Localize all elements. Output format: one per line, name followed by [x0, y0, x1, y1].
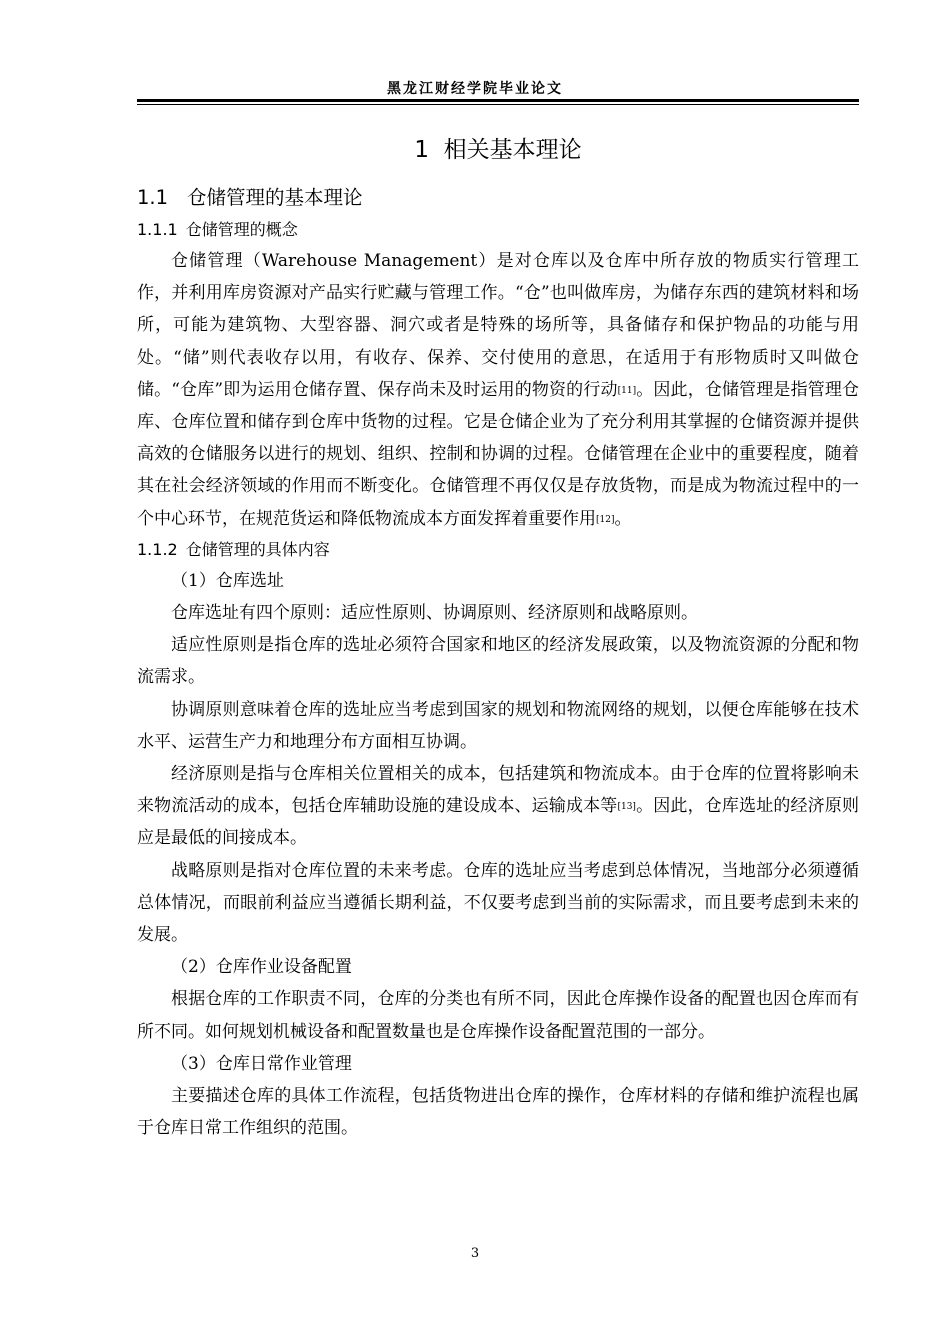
- subsection-number: 1.1.1: [137, 220, 178, 239]
- page-body: [137, 120, 859, 1144]
- section-title: 仓储管理的基本理论: [187, 186, 363, 209]
- section-heading-1-1: [137, 183, 859, 213]
- citation-12: [12]: [596, 514, 615, 525]
- paragraph-text: 。: [614, 508, 632, 529]
- subsection-heading-1-1-2: [137, 535, 859, 565]
- paragraph-coordination: 协调原则意味着仓库的选址应当考虑到国家的规划和物流网络的规划，以便仓库能够在技术水平、运营生产力和地理分布方面相互协调。: [137, 699, 859, 752]
- page-number: 3: [470, 1246, 480, 1261]
- paragraph-text: 经济原则是指与仓库相关位置相关的成本，包括建筑和物流成本。由于仓库的位置将影响未来物流活动的成本，包括仓库辅助设施的建设成本、运输成本等: [137, 764, 859, 817]
- paragraph-principles: 仓库选址有四个原则：适应性原则、协调原则、经济原则和战略原则。: [171, 603, 698, 624]
- paragraph-concept: [137, 245, 859, 535]
- paragraph-economic: [137, 758, 859, 855]
- paragraph-adaptability: 适应性原则是指仓库的选址必须符合国家和地区的经济发展政策，以及物流资源的分配和物流需求。: [137, 635, 859, 688]
- paragraph-text: 。因此，仓库选址的经济原则应是最低的间接成本。: [137, 796, 860, 849]
- subsection-heading-1-1-1: [137, 215, 859, 245]
- chapter-title-text: 相关基本理论: [443, 137, 582, 163]
- paragraph-daily-operations: 主要描述仓库的具体工作流程，包括货物进出仓库的操作，仓库材料的存储和维护流程也属于仓库日常工作组织的范围。: [137, 1086, 859, 1139]
- chapter-title: [137, 135, 859, 165]
- paragraph-equipment: 根据仓库的工作职责不同，仓库的分类也有所不同，因此仓库操作设备的配置也因仓库而有所不同。如何规划机械设备和配置数量也是仓库操作设备配置范围的一部分。: [137, 989, 859, 1042]
- section-number: 1.1: [137, 186, 169, 209]
- paragraph-strategic: 战略原则是指对仓库位置的未来考虑。仓库的选址应当考虑到总体情况，当地部分必须遵循总体情况，而眼前利益应当遵循长期利益，不仅要考虑到当前的实际需求，而且要考虑到未来的发展。: [137, 860, 859, 946]
- header-rule-thick: [137, 99, 859, 102]
- citation-13: [13]: [617, 802, 636, 813]
- chapter-number: 1: [414, 137, 429, 163]
- subsection-title: 仓储管理的概念: [185, 220, 298, 239]
- subsection-number: 1.1.2: [137, 539, 178, 559]
- list-item-title-1: （1）仓库选址: [171, 570, 284, 591]
- header-rule-thin: [137, 104, 859, 105]
- citation-11: [11]: [617, 385, 637, 396]
- subsection-title: 仓储管理的具体内容: [185, 539, 330, 559]
- list-item-title-2: （2）仓库作业设备配置: [171, 957, 352, 978]
- list-item-title-3: （3）仓库日常作业管理: [171, 1053, 352, 1074]
- running-header: 黑龙江财经学院毕业论文: [387, 81, 563, 97]
- paragraph-text: 。因此，仓储管理是指管理仓库、仓库位置和储存到仓库中货物的过程。它是仓储企业为了充分利用其掌握的仓储资源并提供高效的仓储服务以进行的规划、组织、控制和协调的过程。仓储管理在企业中的重要程度，随着其在社会经济领域的作用而不断变化。仓储管理不再仅仅是存放货物，而是成为物流过程中的一个中心环节，在规范货运和降低物流成本方面发挥着重要作用: [137, 379, 860, 529]
- paragraph-text: 仓储管理（Warehouse Management）是对仓库以及仓库中所存放的物质实行管理工作，并利用库房资源对产品实行贮藏与管理工作。“仓”也叫做库房，为储存东西的建筑材料和场所，可能为建筑物、大型容器、洞穴或者是特殊的场所等，具备储存和保护物品的功能与用处。“储”则代表收存以用，有收存、保养、交付使用的意思，在适用于有形物质时又叫做仓储。“仓库”即为运用仓储存置、保存尚未及时运用的物资的行动: [137, 251, 859, 400]
